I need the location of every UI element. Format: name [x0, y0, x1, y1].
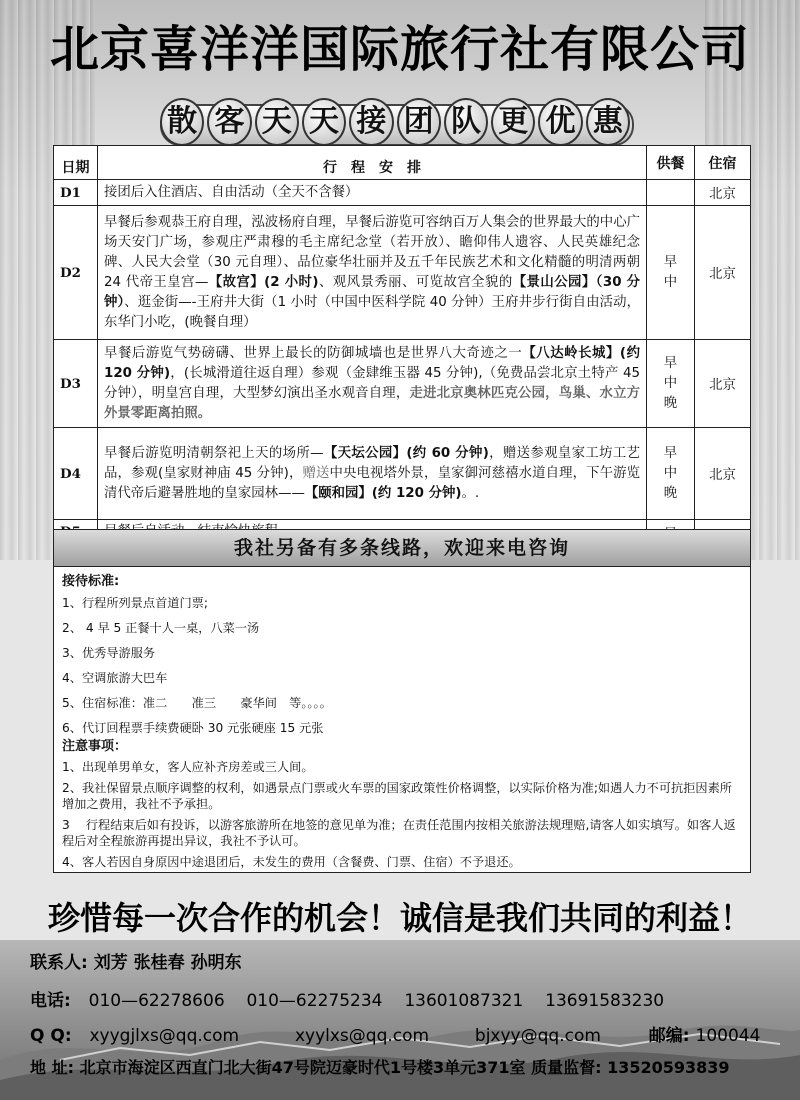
qq-email: xyylxs@qq.com — [294, 1026, 430, 1046]
gift-note: 赠送 — [302, 465, 330, 481]
company-title: 北京喜洋洋国际旅行社有限公司 — [49, 21, 750, 78]
schedule-text: ，赠送参观皇家工坊工艺品，参观(皇家财神庙 45 分钟)， — [104, 445, 640, 481]
schedule-text: 早餐后游览明清朝祭祀上天的场所— — [104, 445, 324, 461]
slogan-char: 散 — [160, 98, 204, 146]
day-schedule — [98, 206, 647, 340]
slogan-char: 天 — [255, 98, 299, 146]
contact-phone-line — [30, 986, 664, 1011]
meal-item: 早 — [663, 355, 678, 371]
supervise-label: 质量监督: — [531, 1058, 602, 1077]
contact-people-label: 联系人: — [30, 953, 88, 973]
qq-email: bjxyy@qq.com — [474, 1026, 601, 1046]
schedule-text: 、逛金街—-王府井大街（1 小时（中国中医科学院 40 分钟）王府井步行街自由活动，东华门小吃，(晚餐自理） — [104, 294, 640, 330]
day-meal — [647, 428, 695, 520]
day-schedule — [98, 428, 647, 520]
note-item: 3 行程结束后如有投诉，以游客旅游所在地签的意见单为准；在责任范围内按相关旅游法规理赔,请客人如实填写。如客人返程后对全程旅游再提出异议，我社不予认可。 — [62, 818, 736, 848]
day-schedule — [98, 340, 647, 428]
postcode: 100044 — [695, 1026, 761, 1046]
day-schedule: 接团后入住酒店、自由活动（全天不含餐） — [98, 180, 647, 206]
qq-email: xyygjlxs@qq.com — [89, 1026, 240, 1046]
great-wall-hills-decoration — [0, 1000, 800, 1100]
phone-number: 13601087321 — [404, 991, 524, 1011]
slogan-char: 客 — [207, 98, 251, 146]
day-stay: 北京 — [695, 206, 751, 340]
phone-number: 010—62278606 — [88, 991, 225, 1011]
day-stay: 北京 — [695, 180, 751, 206]
standard-item: 3、优秀导游服务 — [62, 646, 156, 660]
schedule-text: 早餐后游览气势磅礴、世界上最长的防御城墙也是世界八大奇迹之一 — [104, 345, 523, 361]
standards-heading: 接待标准: — [62, 574, 120, 589]
terms-box — [53, 567, 751, 873]
address: 北京市海淀区西直门北大街47号院迈豪时代1号楼3单元371室 — [79, 1058, 526, 1077]
standard-item: 2、 4 早 5 正餐十人一桌，八菜一汤 — [62, 621, 260, 635]
attraction-badaling: 【八达岭长城】(约 120 分钟) — [104, 345, 641, 381]
supervise-phone: 13520593839 — [607, 1058, 730, 1077]
phone-label: 电话: — [30, 991, 71, 1011]
contact-address-line — [30, 1055, 730, 1078]
meal-item: 早 — [663, 445, 678, 461]
attraction-summer-palace: 【颐和园】(约 120 分钟) — [304, 485, 462, 501]
slogan-char: 天 — [302, 98, 346, 146]
qq-label: Q Q: — [30, 1026, 72, 1046]
slogan-char: 团 — [397, 98, 441, 146]
phone-number: 13691583230 — [545, 991, 665, 1011]
day-label: D3 — [54, 340, 98, 428]
slogan-char: 队 — [444, 98, 488, 146]
meal-item: 中 — [663, 465, 678, 481]
day-stay: 北京 — [695, 340, 751, 428]
header-stay: 住宿 — [695, 146, 751, 180]
table-row-d2 — [54, 206, 751, 340]
standard-item: 1、行程所列景点首道门票; — [62, 596, 208, 610]
day-label: D2 — [54, 206, 98, 340]
slogan-char: 更 — [491, 98, 535, 146]
postcode-label: 邮编: — [648, 1026, 690, 1046]
cooperation-slogan: 珍惜每一次合作的机会！诚信是我们共同的利益！ — [47, 899, 752, 937]
table-row-d4 — [54, 428, 751, 520]
note-item: 2、我社保留景点顺序调整的权利，如遇景点门票或火车票的国家政策性价格调整，以实际价格为准;如遇人力不可抗拒因素所增加之费用，我社不予承担。 — [62, 781, 732, 811]
day-meal — [647, 206, 695, 340]
day-label: D1 — [54, 180, 98, 206]
phone-number: 010—62275234 — [246, 991, 383, 1011]
meal-item: 早 — [663, 254, 678, 270]
table-row-d1 — [54, 180, 751, 206]
address-label: 地 址: — [30, 1058, 74, 1077]
day-label: D4 — [54, 428, 98, 520]
contact-people: 刘芳 张桂春 孙明东 — [93, 953, 242, 973]
standard-item: 4、空调旅游大巴车 — [62, 671, 168, 685]
meal-item: 晚 — [663, 395, 678, 411]
header-meal: 供餐 — [647, 146, 695, 180]
note-item: 1、出现单男单女，客人应补齐房差或三人间。 — [62, 760, 314, 774]
olympic-park-note: 走进北京奥林匹克公园，鸟巢、水立方外景零距离拍照。 — [104, 385, 640, 421]
itinerary-table — [53, 145, 751, 545]
meal-item: 晚 — [663, 485, 678, 501]
schedule-text: 、观风景秀丽、可览故宫全貌的 — [318, 274, 513, 290]
table-header-row — [54, 146, 751, 180]
contact-qq-line — [30, 1021, 760, 1046]
routes-banner: 我社另备有多条线路，欢迎来电咨询 — [53, 529, 751, 567]
day-stay: 北京 — [695, 428, 751, 520]
slogan-char: 惠 — [586, 98, 630, 146]
table-row-d3 — [54, 340, 751, 428]
contact-people-line — [30, 948, 242, 973]
meal-item: 中 — [663, 375, 678, 391]
note-item: 4、客人若因自身原因中途退团后，未发生的费用（含餐费、门票、住宿）不予退还。 — [62, 855, 521, 869]
standard-item: 6、代订回程票手续费硬卧 30 元张硬座 15 元张 — [62, 721, 324, 735]
schedule-text: 中央电视塔外景，皇家御河慈禧水道自理，下午游览清代帝后避暑胜地的皇家园林—— — [104, 465, 641, 501]
attraction-temple-of-heaven: 【天坛公园】(约 60 分钟) — [323, 445, 489, 461]
day-meal — [647, 180, 695, 206]
schedule-text: 早餐后参观恭王府自理，泓波杨府自理，早餐后游览可容纳百万人集会的世界最大的中心广场天安门广场，参观庄严肃穆的毛主席纪念堂（若开放）、瞻仰伟人遗容、人民英雄纪念碑、人民大会堂（30 元自理）、品位豪华壮丽并及五千年民族艺术和文化精髓的明清两朝 24 代帝王皇宫— — [104, 214, 640, 290]
day-meal — [647, 340, 695, 428]
schedule-text: ，(长城滑道往返自理）参观（金肆维玉器 45 分钟),（免费品尝北京土特产 45 分钟），明皇宫自理，大型梦幻演出圣水观音自理， — [104, 365, 640, 401]
attraction-forbidden-city: 【故宫】(2 小时) — [208, 274, 319, 290]
slogan-char: 接 — [349, 98, 393, 146]
standard-item: 5、住宿标准：准二 准三 豪华间 等。。。。 — [62, 696, 332, 710]
meal-item: 中 — [663, 274, 678, 290]
header-schedule: 行 程 安 排 — [98, 146, 647, 180]
slogan-badge — [160, 98, 630, 148]
slogan-char: 优 — [538, 98, 582, 146]
attraction-jingshan-park: 【景山公园】（30 分钟） — [104, 274, 641, 310]
schedule-text: 。. — [461, 485, 480, 501]
header-date: 日期 — [54, 146, 98, 180]
notes-heading: 注意事项： — [62, 739, 128, 754]
